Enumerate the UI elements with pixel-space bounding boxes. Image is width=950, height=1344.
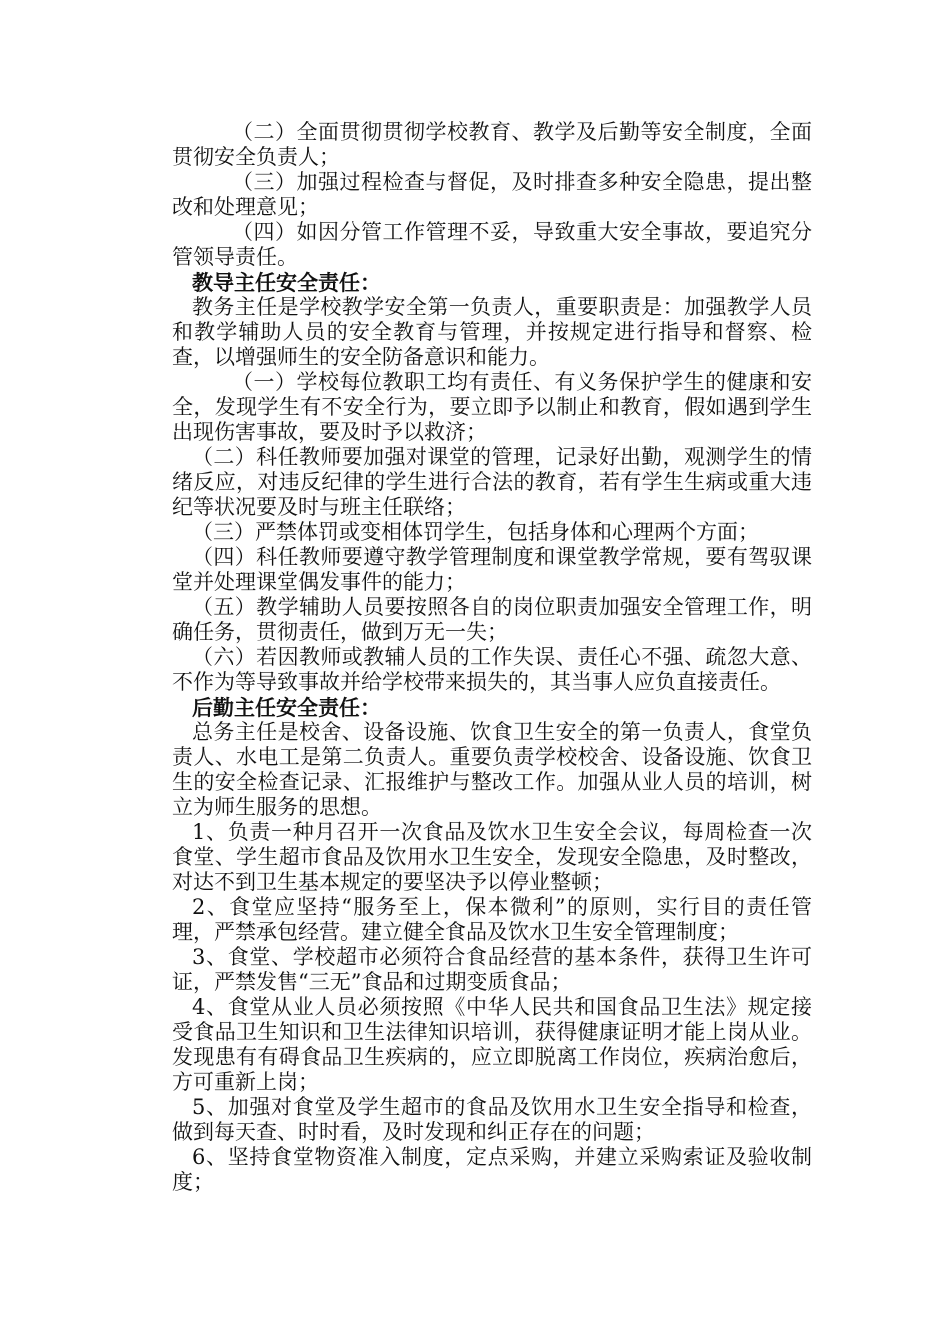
- paragraph: （四）如因分管工作管理不妥，导致重大安全事故，要追究分管领导责任。: [172, 220, 812, 269]
- paragraph: （二）科任教师要加强对课堂的管理，记录好出勤，观测学生的情绪反应，对违反纪律的学生进行合法的教育，若有学生生病或重大违纪等状况要及时与班主任联络；: [172, 445, 812, 519]
- paragraph: （五）教学辅助人员要按照各自的岗位职责加强安全管理工作，明确任务，贯彻责任，做到万无一失；: [172, 595, 812, 644]
- paragraph: （六）若因教师或教辅人员的工作失误、责任心不强、疏忽大意、不作为等导致事故并给学校带来损失的，其当事人应负直接责任。: [172, 645, 812, 694]
- list-item: 2、食堂应坚持“服务至上，保本微利”的原则，实行目的责任管理，严禁承包经营。建立健全食品及饮水卫生安全管理制度；: [172, 895, 812, 944]
- paragraph: （三）严禁体罚或变相体罚学生，包括身体和心理两个方面；: [192, 520, 759, 544]
- paragraph: （四）科任教师要遵守教学管理制度和课堂教学常规，要有驾驭课堂并处理课堂偶发事件的能力；: [172, 545, 812, 594]
- paragraph: （二）全面贯彻贯彻学校教育、教学及后勤等安全制度，全面贯彻安全负责人；: [172, 120, 812, 169]
- section-heading-logistics: 后勤主任安全责任：: [192, 695, 381, 720]
- list-item: 1、负责一种月召开一次食品及饮水卫生安全会议，每周检查一次食堂、学生超市食品及饮用水卫生安全，发现安全隐患，及时整改，对达不到卫生基本规定的要坚决予以停业整顿；: [172, 820, 812, 894]
- list-item: 3、食堂、学校超市必须符合食品经营的基本条件，获得卫生许可证，严禁发售“三无”食品和过期变质食品；: [172, 945, 812, 994]
- paragraph: （三）加强过程检查与督促，及时排查多种安全隐患，提出整改和处理意见；: [172, 170, 812, 219]
- document-page: [172, 120, 812, 1195]
- section-heading-dean-of-studies: 教导主任安全责任：: [192, 270, 381, 295]
- list-item: 6、坚持食堂物资准入制度，定点采购，并建立采购索证及验收制度；: [172, 1145, 812, 1194]
- paragraph: 教务主任是学校教学安全第一负责人，重要职责是：加强教学人员和教学辅助人员的安全教育与管理，并按规定进行指导和督察、检查，以增强师生的安全防备意识和能力。: [172, 295, 812, 369]
- list-item: 4、食堂从业人员必须按照《中华人民共和国食品卫生法》规定接受食品卫生知识和卫生法律知识培训，获得健康证明才能上岗从业。发现患有有碍食品卫生疾病的，应立即脱离工作岗位，疾病治愈后，方可重新上岗；: [172, 995, 812, 1094]
- list-item: 5、加强对食堂及学生超市的食品及饮用水卫生安全指导和检查，做到每天查、时时看，及时发现和纠正存在的问题；: [172, 1095, 812, 1144]
- paragraph: （一）学校每位教职工均有责任、有义务保护学生的健康和安全，发现学生有不安全行为，要立即予以制止和教育，假如遇到学生出现伤害事故，要及时予以救济；: [172, 370, 812, 444]
- paragraph: 总务主任是校舍、设备设施、饮食卫生安全的第一负责人，食堂负责人、水电工是第二负责人。重要负责学校校舍、设备设施、饮食卫生的安全检查记录、汇报维护与整改工作。加强从业人员的培训，树立为师生服务的思想。: [172, 720, 812, 819]
